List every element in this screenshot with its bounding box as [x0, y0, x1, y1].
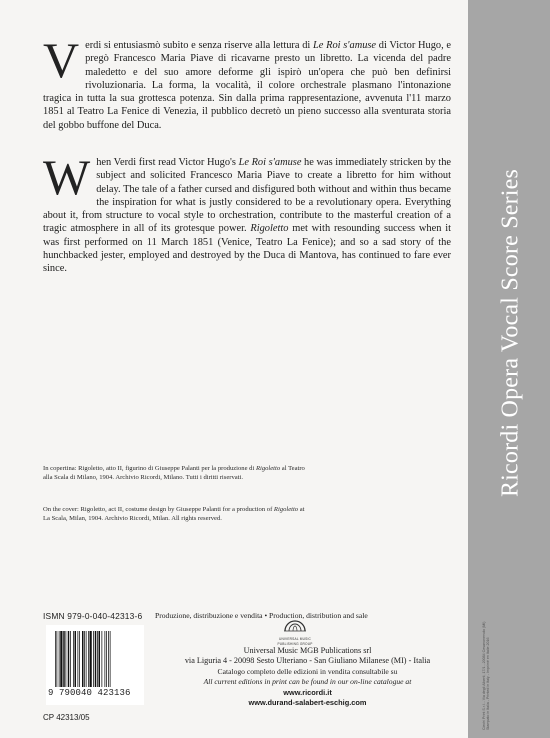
italian-work-title: Le Roi s'amuse [313, 40, 377, 51]
barcode-bar [90, 631, 92, 687]
barcode-bar [105, 631, 106, 687]
barcode-bar [99, 631, 101, 687]
barcode-bar [106, 631, 107, 687]
catalog-note-english: All current editions in print can be found in our on-line catalogue at [203, 677, 412, 687]
english-description [43, 149, 452, 276]
barcode [46, 625, 144, 705]
production-line: Produzione, distribuzione e vendita • Production, distribution and sale [155, 611, 368, 620]
barcode-bar [97, 631, 98, 687]
barcode-bar [79, 631, 80, 687]
barcode-bar [66, 631, 67, 687]
barcode-bar [93, 631, 94, 687]
caption-it-part1: In copertina: Rigoletto, atto II, figurino di Giuseppe Palanti per la produzione di [43, 465, 256, 472]
printer-info-line-2: Stampato in Italia - Printed in Italy - Imprimé en Italie 2016 [486, 637, 490, 730]
dropcap-v: V [43, 32, 80, 88]
english-text-before-title: hen Verdi first read Victor Hugo's [96, 157, 239, 168]
logo-text-2: PUBLISHING GROUP [277, 641, 313, 646]
publisher-name: Universal Music MGB Publications srl [243, 646, 372, 655]
english-work-title: Le Roi s'amuse [238, 157, 302, 168]
english-text-middle: he was immediately stricken by the subject and solicited Francesco Maria Piave to create a libretto for him without delay. The tale of a father cursed and disfigured both without and within thus became the inspiration for what is justly considered to be a revolutionary opera. Everything about it, from structure to vocal style to orchestration, contribute to the masterful creation of a tragic atmosphere in all of its grotesque power. [43, 157, 451, 235]
barcode-bar [70, 631, 71, 687]
barcode-bars [54, 631, 136, 687]
barcode-bar [102, 631, 103, 687]
barcode-bar [82, 631, 84, 687]
printer-info-line-1: Ciechi Print S.r.l. - Via degli Alberti, 17/1 - 20084 Cesanonervdo (MI) [482, 621, 486, 730]
barcode-bar [68, 631, 70, 687]
english-opera-title: Rigoletto [250, 223, 289, 235]
barcode-bar [57, 631, 58, 687]
caption-it-opera: Rigoletto [255, 465, 281, 472]
publisher-address: via Liguria 4 - 20098 Sesto Ulteriano - San Giuliano Milanese (MI) - Italia [184, 656, 431, 666]
barcode-bar [95, 631, 97, 687]
barcode-bar [60, 631, 62, 687]
catalog-note-italian: Catalogo completo delle edizioni in vendita consultabile su [217, 666, 398, 676]
barcode-bar [73, 631, 74, 687]
catalog-number: CP 42313/05 [43, 713, 90, 722]
durand-url[interactable]: www.durand-salabert-eschig.com [248, 698, 367, 708]
dropcap-w: W [43, 149, 91, 205]
barcode-bar [110, 631, 111, 687]
barcode-bar [78, 631, 79, 687]
logo-text-1: UNIVERSAL MUSIC [278, 637, 312, 641]
barcode-bar [84, 631, 85, 687]
ismn-code: ISMN 979-0-040-42313-6 [43, 611, 143, 621]
barcode-bar [108, 631, 109, 687]
caption-it-part2: al Teatro alla Scala di Milano, 1904. Archivio Ricordi, Milano. Tutti i diritti riservati. [43, 465, 305, 481]
english-text-after-opera: met with resounding success when it was first performed on 11 March 1851 (Venice, Teatro La Fenice); and so a sad story of the hunchbacked jester, employed and destroyed by the Duca di Mantova, has continued to fare ever since. [43, 223, 452, 275]
barcode-bar [75, 631, 77, 687]
barcode-bar [55, 631, 56, 687]
caption-en-opera: Rigoletto [273, 506, 299, 513]
italian-text-after-title: di Victor Hugo, e pregò Francesco Maria Piave di ricavarne presto un libretto. La vicenda del padre maledetto e del suo amore deforme gli ispirò un'opera che può ben definirsi rivoluzionaria. La forma, la vocalità, il colore orchestrale plasmano l'intonazione tragica in tutta la sua grottesca potenza. Sin dalla prima rappresentazione, avvenuta l'11 marzo 1851 al Teatro La Fenice di Venezia, il pubblico decretò un pieno successo alla sventurata storia del gobbo buffone del Duca. [43, 40, 452, 131]
printer-info [482, 580, 490, 730]
barcode-bar [59, 631, 60, 687]
barcode-bar [63, 631, 65, 687]
caption-en-part1: On the cover: Rigoletto, act II, costume design by Giuseppe Palanti for a production of [43, 506, 274, 513]
italian-description [43, 32, 452, 132]
publisher-block [150, 646, 465, 708]
barcode-bar [88, 631, 89, 687]
ricordi-url[interactable]: www.ricordi.it [283, 687, 332, 697]
barcode-digits: 9 790040 423136 [48, 688, 131, 698]
barcode-bar [86, 631, 87, 687]
series-title: Ricordi Opera Vocal Score Series [497, 168, 524, 498]
universal-logo [270, 619, 320, 647]
universal-globe-icon [283, 620, 307, 632]
caption-en-part2: at La Scala, Milan, 1904. Archivio Ricordi, Milan. All rights reserved. [43, 506, 305, 522]
italian-text-before-title: erdi si entusiasmò subito e senza riserve alla lettura di [85, 40, 313, 51]
cover-caption-italian [43, 465, 313, 482]
cover-caption-english [43, 506, 313, 523]
